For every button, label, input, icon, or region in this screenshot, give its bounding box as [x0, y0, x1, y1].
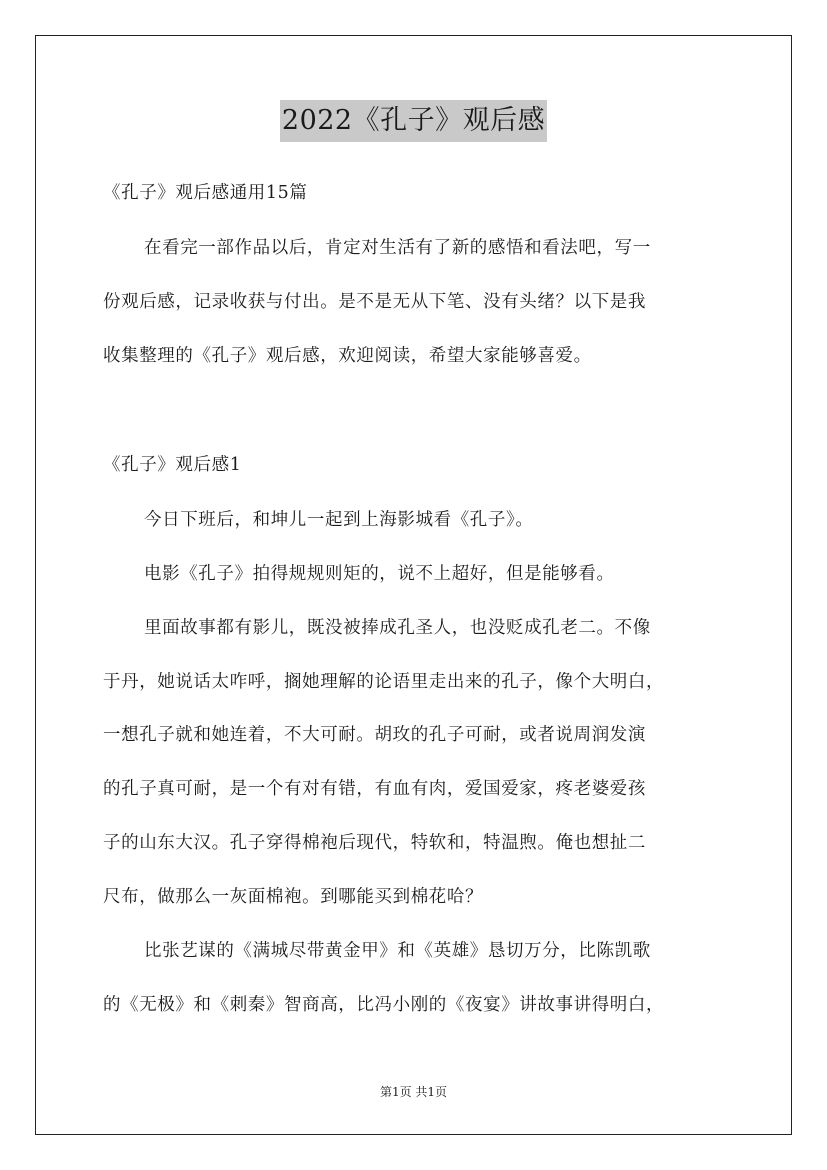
body-line-8[interactable]: 尺布，做那么一灰面棉袍。到哪能买到棉花哈？ [103, 887, 484, 907]
intro-line-2[interactable]: 份观后感，记录收获与付出。是不是无从下笔、没有头绪？以下是我 [103, 292, 646, 312]
document-subtitle[interactable]: 《孔子》观后感通用15篇 [103, 183, 308, 203]
body-line-1[interactable]: 今日下班后，和坤儿一起到上海影城看《孔子》。 [144, 510, 534, 530]
body-line-10[interactable]: 的《无极》和《刺秦》智商高，比冯小刚的《夜宴》讲故事讲得明白， [103, 995, 665, 1015]
intro-line-3[interactable]: 收集整理的《孔子》观后感，欢迎阅读，希望大家能够喜爱。 [103, 346, 592, 366]
body-line-7[interactable]: 子的山东大汉。孔子穿得棉袍后现代，特软和，特温煦。俺也想扯二 [103, 833, 646, 853]
body-line-3[interactable]: 里面故事都有影儿，既没被捧成孔圣人，也没贬成孔老二。不像 [144, 618, 651, 638]
page-footer: 第1页 共1页 [379, 1085, 448, 1099]
title-container [0, 100, 827, 142]
intro-line-1[interactable]: 在看完一部作品以后，肯定对生活有了新的感悟和看法吧，写一 [144, 238, 651, 258]
document-title[interactable]: 2022《孔子》观后感 [280, 100, 547, 142]
body-line-6[interactable]: 的孔子真可耐，是一个有对有错，有血有肉，爱国爱家，疼老婆爱孩 [103, 779, 646, 799]
body-line-2[interactable]: 电影《孔子》拍得规规则矩的，说不上超好，但是能够看。 [144, 564, 615, 584]
body-line-5[interactable]: 一想孔子就和她连着，不大可耐。胡玫的孔子可耐，或者说周润发演 [103, 725, 646, 745]
body-line-4[interactable]: 于丹，她说话太咋呼，搁她理解的论语里走出来的孔子，像个大明白， [103, 672, 665, 692]
body-line-9[interactable]: 比张艺谋的《满城尽带黄金甲》和《英雄》恳切万分，比陈凯歌 [144, 941, 651, 961]
section-heading[interactable]: 《孔子》观后感1 [103, 455, 242, 475]
